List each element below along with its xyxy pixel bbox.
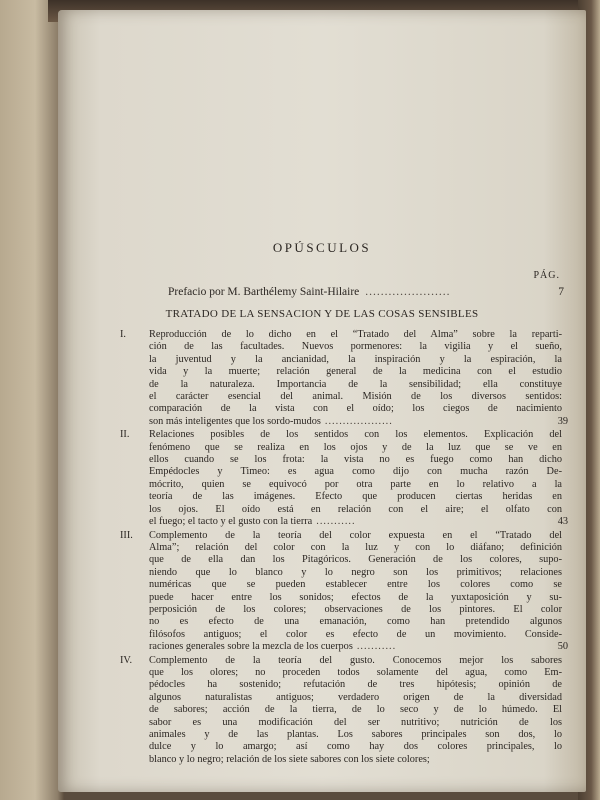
toc-entry-text: Empédocles y Timeo: es agua como dijo con mucha razón De- bbox=[149, 466, 562, 478]
toc-entry-text: no es efecto de una emanación, como han pretendido algunos bbox=[149, 616, 562, 628]
toc-entry-text: comparación de la vista con el oído; los ciegos de nacimiento bbox=[149, 403, 562, 415]
toc-entry-text: perposición de los colores; observaciones de los pintores. El color bbox=[149, 603, 562, 615]
toc-entry-text: animales y de las plantas. Los sabores principales son dos, lo bbox=[149, 729, 562, 740]
toc-entry-text: fenómeno que se realiza en los ojos y de la luz que se ve en bbox=[149, 441, 562, 453]
toc-entries bbox=[120, 329, 568, 767]
toc-entry-text: Alma”; relación del color con la luz y con lo diáfano; definición bbox=[149, 541, 562, 553]
toc-entry-text: de sabores; acción de la tierra, de lo seco y de lo húmedo. El bbox=[149, 704, 562, 716]
toc-entry-text: vida y la muerte; relación general de la medicina con el estudio bbox=[149, 366, 562, 378]
toc-entry-text: mócrito, quien se equivocó por otra parte en lo relativo a la bbox=[149, 478, 562, 490]
toc-entry bbox=[120, 429, 568, 528]
page-column-label: PÁG. bbox=[533, 270, 560, 281]
toc-entry-text: que los olores; no proceden todos solamente del agua, como Em- bbox=[149, 666, 562, 678]
toc-entry-text: niendo que lo blanco y lo negro son los primitivos; relaciones bbox=[149, 566, 562, 578]
toc-entry-text: Complemento de la teoría del color expuesta en el “Tratado del bbox=[149, 529, 562, 541]
toc-entry-text: la juventud y la ancianidad, la inspiración y la espiración, la bbox=[149, 353, 562, 365]
preface-page-number: 7 bbox=[558, 286, 564, 298]
preface-text: Prefacio por M. Barthélemy Saint-Hilaire bbox=[168, 286, 360, 298]
preface-entry bbox=[168, 286, 564, 298]
toc-entry-text: el fuego; el tacto y el gusto con la tierra bbox=[149, 516, 313, 528]
toc-entry-text: de la naturaleza. Importancia de la sensibilidad; ella constituye bbox=[149, 378, 562, 390]
toc-entry-line bbox=[149, 641, 568, 653]
toc-entry-text: el carácter esencial del animal. Misión de los diversos sentidos: bbox=[149, 391, 562, 403]
section-title: TRATADO DE LA SENSACION Y DE LAS COSAS SENSIBLES bbox=[165, 308, 479, 320]
toc-page-number: 50 bbox=[557, 641, 568, 653]
toc-entry-text: dulce y lo amargo; así como hay dos colores principales, lo bbox=[149, 741, 562, 753]
toc-entry-text: Relaciones posibles de los sentidos con los elementos. Explicación del bbox=[149, 429, 562, 441]
toc-entry-line bbox=[149, 516, 568, 528]
toc-entry-text: Reproducción de lo dicho en el “Tratado del Alma” sobre la reparti- bbox=[149, 329, 562, 340]
toc-entry-text: son más inteligentes que los sordo-mudos bbox=[149, 415, 321, 427]
toc-page-number: 39 bbox=[557, 415, 568, 427]
toc-entry bbox=[120, 654, 562, 767]
toc-entry-text: que de ella dan los Pitagóricos. Generación de los colores, supo- bbox=[149, 554, 562, 566]
toc-entry-text: ción de las facultades. Nuevos pormenores: la vigilia y el sueño, bbox=[149, 341, 562, 353]
book-spine-edge bbox=[0, 0, 64, 800]
toc-entry-roman-numeral: III. bbox=[120, 529, 133, 541]
toc-leader-dots: ........... bbox=[356, 641, 397, 653]
toc-leader-dots: ........... bbox=[316, 516, 356, 528]
toc-entry-text: pédocles ha sostenido; refutación de tres hipótesis; opinión de bbox=[149, 679, 562, 691]
toc-entry-roman-numeral: I. bbox=[120, 329, 127, 340]
toc-entry-text: Complemento de la teoría del gusto. Conocemos mejor los sabores bbox=[149, 654, 562, 666]
toc-entry-roman-numeral: II. bbox=[120, 429, 130, 441]
toc-entry-text: numéricas que se pueden establecer entre los colores como se bbox=[149, 579, 562, 591]
toc-entry-text: blanco y lo negro; relación de los siete sabores con los siete colores; bbox=[149, 753, 430, 765]
toc-entry bbox=[120, 529, 568, 654]
toc-entry-text: filósofos antiguos; el color es efecto de un movimiento. Conside- bbox=[149, 628, 562, 640]
preface-leader-dots: ...................... bbox=[365, 286, 451, 298]
toc-entry-roman-numeral: IV. bbox=[120, 654, 133, 666]
toc-entry-text: teoría de las imágenes. Efecto que producen ciertas heridas en bbox=[149, 491, 562, 503]
toc-page-number: 43 bbox=[557, 516, 568, 528]
toc-entry-text: sabor es una modificación del ser nutritivo; nutrición de los bbox=[149, 716, 562, 728]
toc-entry-text: puede hacer entre los sonidos; efectos de la yuxtaposición y su- bbox=[149, 591, 562, 603]
book-page bbox=[58, 10, 586, 792]
toc-entry-text: algunos naturalistas antiguos; verdadero origen de la diversidad bbox=[149, 691, 562, 703]
toc-entry bbox=[120, 329, 568, 428]
toc-entry-text: raciones generales sobre la mezcla de los cuerpos bbox=[149, 641, 353, 653]
page-heading: OPÚSCULOS bbox=[272, 240, 372, 255]
toc-entry-text: ellos cuando se los frota: la vista no es fuego como han dicho bbox=[149, 454, 562, 466]
toc-entry-text: los ojos. El oído está en relación con el aire; el olfato con bbox=[149, 503, 562, 515]
toc-leader-dots: ................... bbox=[324, 415, 393, 427]
toc-entry-line bbox=[149, 415, 568, 428]
